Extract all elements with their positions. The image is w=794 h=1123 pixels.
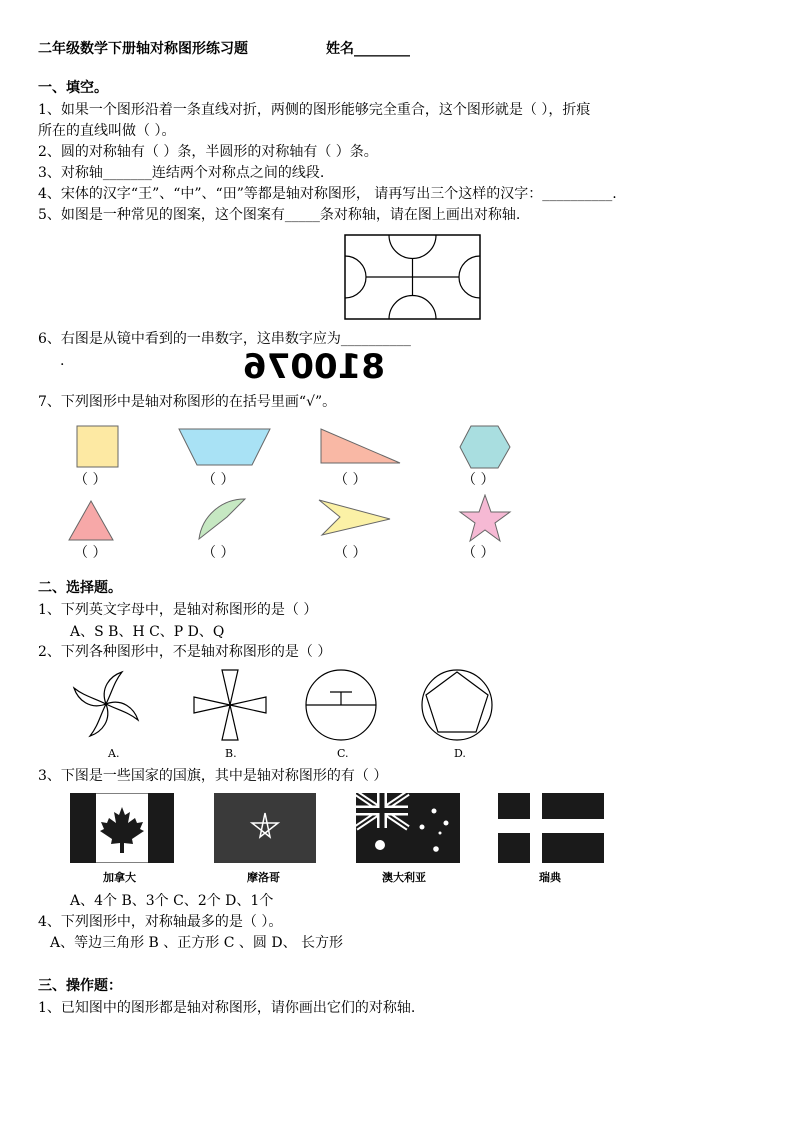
mirrored-number: 810076 [243, 347, 385, 387]
propeller-figure [192, 668, 268, 742]
answer-paren-5[interactable]: （ ） [74, 545, 107, 561]
answer-paren-2[interactable]: （ ） [202, 472, 235, 488]
worksheet-title: 二年级数学下册轴对称图形练习题 [38, 41, 248, 57]
s1-q2: 2、圆的对称轴有（ ）条，半圆形的对称轴有（ ）条。 [38, 144, 378, 160]
right-triangle-shape [320, 428, 402, 464]
pinwheel-figure [70, 668, 142, 740]
s1-q5: 5、如图是一种常见的图案，这个图案有_____条对称轴，请在图上画出对称轴. [38, 207, 521, 223]
section3-title: 三、操作题： [38, 978, 122, 994]
arrow-shape [318, 499, 392, 537]
s2-q1: 1、下列英文字母中，是轴对称图形的是（ ） [38, 602, 318, 618]
s1-q3: 3、对称轴_______连结两个对称点之间的线段. [38, 165, 325, 181]
s1-q6-dot: . [60, 353, 65, 369]
answer-paren-6[interactable]: （ ） [202, 545, 235, 561]
answer-paren-1[interactable]: （ ） [74, 472, 107, 488]
s2-q4: 4、下列图形中，对称轴最多的是（ ）。 [38, 914, 283, 930]
pentagon-circle-figure [420, 668, 494, 742]
square-shape [76, 425, 120, 469]
answer-paren-8[interactable]: （ ） [462, 545, 495, 561]
q2-label-d: D. [454, 747, 466, 760]
australia-flag [356, 793, 460, 863]
flag-caption-australia: 澳大利亚 [382, 871, 426, 884]
symmetry-pattern-figure [344, 234, 481, 320]
trapezoid-shape [178, 427, 272, 467]
q2-label-b: B. [225, 747, 237, 760]
s2-q4-options: A、等边三角形 B 、正方形 C 、圆 D、 长方形 [50, 935, 344, 951]
section2-title: 二、选择题。 [38, 580, 122, 596]
s1-q1-line2: 所在的直线叫做（ ）。 [38, 123, 176, 139]
answer-paren-3[interactable]: （ ） [334, 472, 367, 488]
s1-q1-line1: 1、如果一个图形沿着一条直线对折，两侧的图形能够完全重合，这个图形就是（ ），折痕 [38, 102, 591, 118]
s3-q1: 1、已知图中的图形都是轴对称图形，请你画出它们的对称轴. [38, 1000, 416, 1016]
s2-q2: 2、下列各种图形中，不是轴对称图形的是（ ） [38, 644, 332, 660]
flag-caption-morocco: 摩洛哥 [247, 871, 280, 884]
flag-caption-sweden: 瑞典 [539, 871, 561, 884]
name-field[interactable]: 姓名________ [326, 41, 410, 57]
answer-paren-7[interactable]: （ ） [334, 545, 367, 561]
s1-q4: 4、宋体的汉字“王”、“中”、“田”等都是轴对称图形， 请再写出三个这样的汉字：__________. [38, 186, 617, 202]
s1-q6: 6、右图是从镜中看到的一串数字，这串数字应为__________ [38, 331, 411, 347]
s1-q7: 7、下列图形中是轴对称图形的在括号里画“√”。 [38, 394, 337, 410]
circle-symbol-figure [304, 668, 378, 742]
s2-q1-options: A、S B、H C、P D、Q [70, 624, 225, 640]
sector-shape [195, 497, 247, 543]
s2-q3-options: A、4个 B、3个 C、2个 D、1个 [70, 893, 274, 909]
flag-caption-canada: 加拿大 [103, 871, 136, 884]
q2-label-c: C. [337, 747, 349, 760]
section1-title: 一、填空。 [38, 80, 108, 96]
sweden-flag [498, 793, 604, 863]
morocco-flag [214, 793, 316, 863]
hexagon-shape [458, 424, 512, 470]
q2-label-a: A. [108, 747, 120, 760]
star-shape [458, 494, 512, 544]
answer-paren-4[interactable]: （ ） [462, 472, 495, 488]
canada-flag [70, 793, 174, 863]
s2-q3: 3、下图是一些国家的国旗，其中是轴对称图形的有（ ） [38, 768, 388, 784]
triangle-shape [68, 500, 114, 542]
